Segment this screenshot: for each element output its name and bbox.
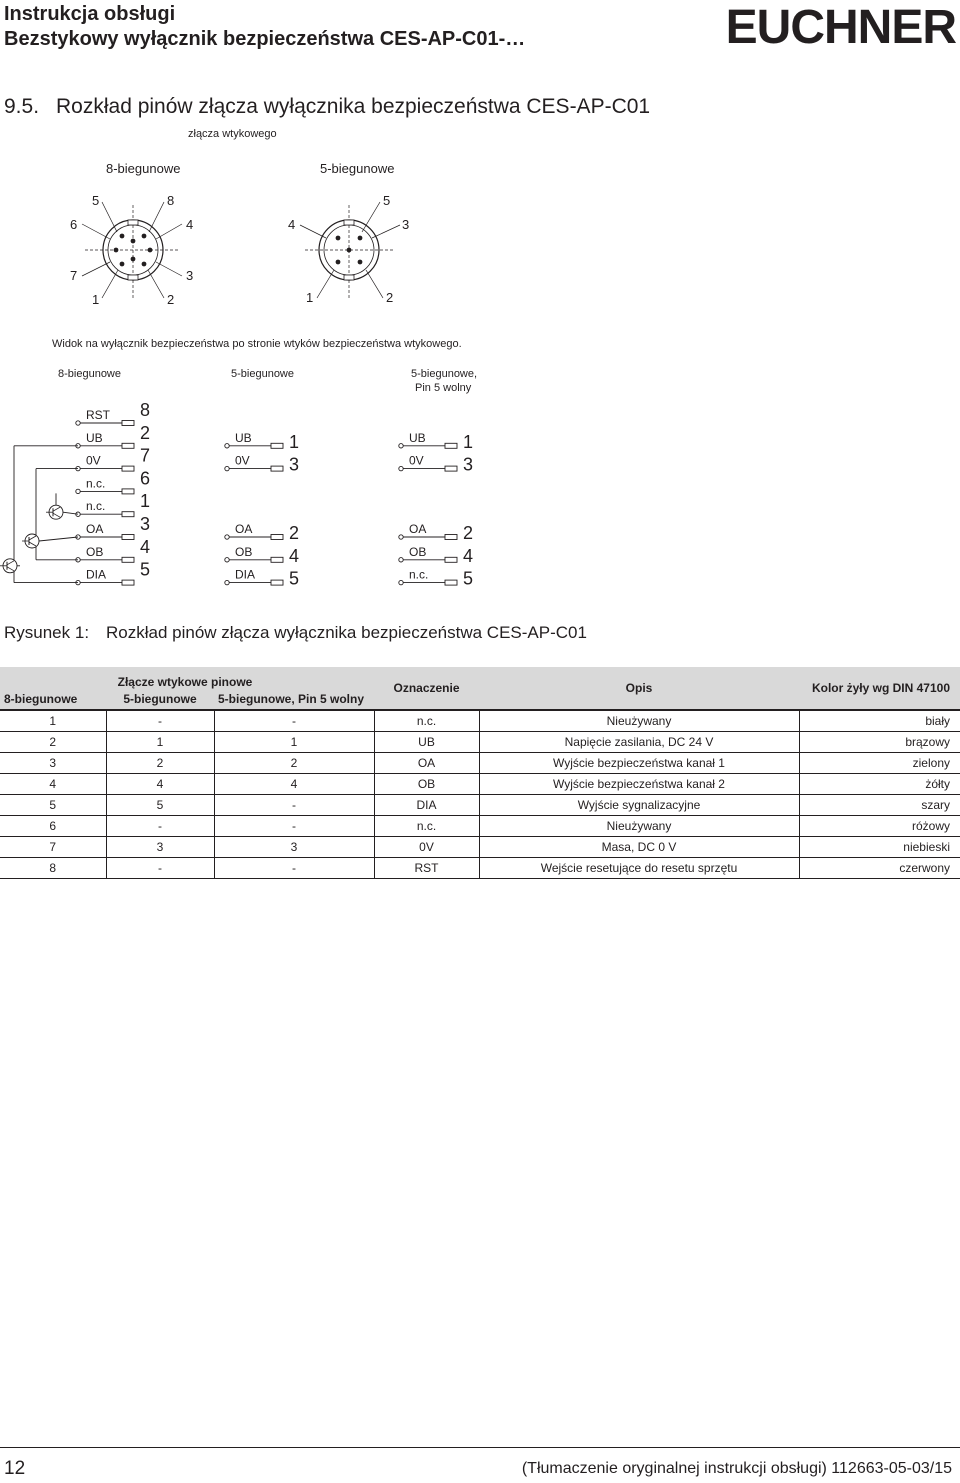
figure-label: Rysunek 1:: [4, 623, 90, 642]
table-cell: Masa, DC 0 V: [479, 837, 799, 858]
wiring-signal-label: OB: [235, 544, 253, 559]
pin-number: 3: [402, 217, 410, 232]
table-cell: 3: [0, 753, 106, 774]
wiring-pin-number: 1: [463, 431, 474, 452]
table-cell: żółty: [799, 774, 960, 795]
table-cell: -: [214, 710, 374, 732]
table-row: [0, 816, 960, 837]
table-cell: -: [106, 858, 214, 879]
footer-divider: [0, 1447, 960, 1448]
wiring-signal-label: OA: [409, 522, 427, 536]
wiring-pin-number: 2: [140, 422, 151, 443]
pin-number: 8: [167, 193, 175, 208]
wiring-signal-label: UB: [409, 430, 426, 445]
document-title: Instrukcja obsługi: [4, 3, 176, 25]
pin-number: 4: [288, 217, 296, 232]
wiring-group-label: 5-biegunowe: [231, 368, 294, 380]
connector-pinout-diagram: [0, 150, 960, 335]
pin-number: 5: [92, 193, 100, 208]
view-note: Widok na wyłącznik bezpieczeństwa po stronie wtyków bezpieczeństwa wtykowego.: [52, 338, 462, 350]
column-header: 5-biegunowe, Pin 5 wolny: [214, 689, 374, 710]
footer-reference: (Tłumaczenie oryginalnej instrukcji obsługi) 112663-05-03/15: [521, 1460, 952, 1477]
table-row: [0, 774, 960, 795]
table-cell: 6: [0, 816, 106, 837]
column-header: 8-biegunowe: [0, 689, 106, 710]
wiring-pin-number: 1: [289, 431, 300, 452]
column-header: 5-biegunowe: [106, 689, 214, 710]
wiring-signal-label: RST: [86, 408, 110, 422]
wiring-pin-number: 3: [289, 454, 300, 475]
table-cell: -: [106, 816, 214, 837]
figure-caption: Rozkład pinów złącza wyłącznika bezpieczeństwa CES-AP-C01: [106, 623, 587, 642]
pin-assignment-table: [0, 667, 960, 879]
column-header: Kolor żyły wg DIN 47100: [799, 667, 960, 710]
table-cell: 5: [0, 795, 106, 816]
wiring-pin-number: 2: [463, 523, 474, 543]
connectors-heading: złącza wtykowego: [188, 128, 277, 140]
wiring-signal-label: DIA: [86, 567, 107, 582]
pin-number: 6: [70, 217, 78, 232]
wiring-signal-label: n.c.: [409, 567, 429, 582]
pin-number: 4: [186, 217, 194, 232]
table-row: [0, 732, 960, 753]
document-subtitle: Bezstykowy wyłącznik bezpieczeństwa CES-AP-C01-…: [4, 28, 526, 50]
wiring-pin-number: 5: [140, 559, 151, 580]
wiring-signal-label: 0V: [235, 453, 250, 468]
table-cell: 3: [106, 837, 214, 858]
pin-number: 1: [92, 292, 100, 307]
table-cell: 2: [214, 753, 374, 774]
page-number: 12: [4, 1458, 26, 1479]
table-cell: -: [214, 816, 374, 837]
wiring-group-label: 5-biegunowe,: [411, 368, 478, 380]
wiring-signal-label: UB: [86, 430, 103, 445]
table-cell: 1: [0, 710, 106, 732]
wiring-signal-label: OB: [86, 544, 104, 559]
wiring-pin-number: 7: [140, 445, 151, 466]
table-cell: -: [214, 795, 374, 816]
wiring-pin-number: 3: [140, 514, 151, 534]
table-cell: brązowy: [799, 732, 960, 753]
column-header: Opis: [479, 667, 799, 710]
table-cell: Nieużywany: [479, 816, 799, 837]
pin-number: 3: [186, 268, 194, 283]
section-number: 9.5.: [4, 95, 40, 118]
table-cell: 2: [106, 753, 214, 774]
table-row: [0, 795, 960, 816]
wiring-signal-label: n.c.: [86, 476, 106, 491]
wiring-signal-label: UB: [235, 430, 252, 445]
table-cell: n.c.: [374, 710, 479, 732]
wiring-signal-label: n.c.: [86, 499, 106, 514]
table-cell: 1: [214, 732, 374, 753]
wiring-signal-label: 0V: [409, 453, 424, 468]
table-cell: Wyjście bezpieczeństwa kanał 1: [479, 753, 799, 774]
table-cell: n.c.: [374, 816, 479, 837]
table-cell: OA: [374, 753, 479, 774]
table-row: [0, 858, 960, 879]
table-cell: biały: [799, 710, 960, 732]
table-cell: Wyjście bezpieczeństwa kanał 2: [479, 774, 799, 795]
table-cell: 4: [0, 774, 106, 795]
table-cell: OB: [374, 774, 479, 795]
wiring-signal-label: OA: [86, 522, 104, 536]
wiring-group-label: 8-biegunowe: [58, 368, 121, 380]
table-cell: Wyjście sygnalizacyjne: [479, 795, 799, 816]
wiring-signal-label: OB: [409, 544, 427, 559]
table-cell: Nieużywany: [479, 710, 799, 732]
table-cell: 7: [0, 837, 106, 858]
pin-number: 2: [386, 290, 394, 305]
pin-number: 5: [383, 193, 391, 208]
wiring-pin-number: 4: [140, 536, 151, 557]
wiring-pin-number: 5: [289, 568, 300, 589]
wiring-pin-number: 5: [463, 568, 474, 589]
euchner-logo: [723, 0, 958, 48]
table-cell: RST: [374, 858, 479, 879]
pin-number: 2: [167, 292, 175, 307]
section-heading: [4, 94, 650, 120]
table-cell: DIA: [374, 795, 479, 816]
wiring-pin-number: 8: [140, 400, 151, 420]
wiring-signal-label: DIA: [235, 567, 256, 582]
group-header: Złącze wtykowe pinowe: [0, 667, 374, 689]
wiring-pin-number: 6: [140, 468, 151, 489]
table-cell: 2: [0, 732, 106, 753]
table-cell: 4: [106, 774, 214, 795]
table-cell: 3: [214, 837, 374, 858]
table-cell: szary: [799, 795, 960, 816]
connector-8pin-label: 8-biegunowe: [106, 161, 181, 176]
table-cell: -: [214, 858, 374, 879]
table-cell: 0V: [374, 837, 479, 858]
table-row: [0, 710, 960, 732]
table-cell: -: [106, 710, 214, 732]
table-cell: 1: [106, 732, 214, 753]
wiring-pin-number: 4: [289, 545, 300, 566]
column-header: Oznaczenie: [374, 667, 479, 710]
wiring-pin-number: 1: [140, 491, 151, 512]
connector-5pin-label: 5-biegunowe: [320, 161, 395, 176]
wiring-pin-number: 2: [289, 523, 300, 543]
wiring-signal-label: 0V: [86, 453, 101, 468]
wiring-diagram: [0, 395, 960, 600]
logo-text: EUCHNER: [725, 1, 956, 48]
table-cell: różowy: [799, 816, 960, 837]
wiring-pin-number: 3: [463, 454, 474, 475]
section-title: Rozkład pinów złącza wyłącznika bezpieczeństwa CES-AP-C01: [56, 95, 651, 118]
table-cell: Napięcie zasilania, DC 24 V: [479, 732, 799, 753]
wiring-pin-number: 4: [463, 545, 474, 566]
table-cell: UB: [374, 732, 479, 753]
table-cell: czerwony: [799, 858, 960, 879]
table-cell: zielony: [799, 753, 960, 774]
table-cell: 4: [214, 774, 374, 795]
table-cell: niebieski: [799, 837, 960, 858]
table-cell: Wejście resetujące do resetu sprzętu: [479, 858, 799, 879]
pin-number: 1: [306, 290, 314, 305]
wiring-signal-label: OA: [235, 522, 253, 536]
table-cell: 5: [106, 795, 214, 816]
table-row: [0, 753, 960, 774]
pin-number: 7: [70, 268, 78, 283]
wiring-group-sublabel: Pin 5 wolny: [415, 382, 472, 394]
table-cell: 8: [0, 858, 106, 879]
table-row: [0, 837, 960, 858]
